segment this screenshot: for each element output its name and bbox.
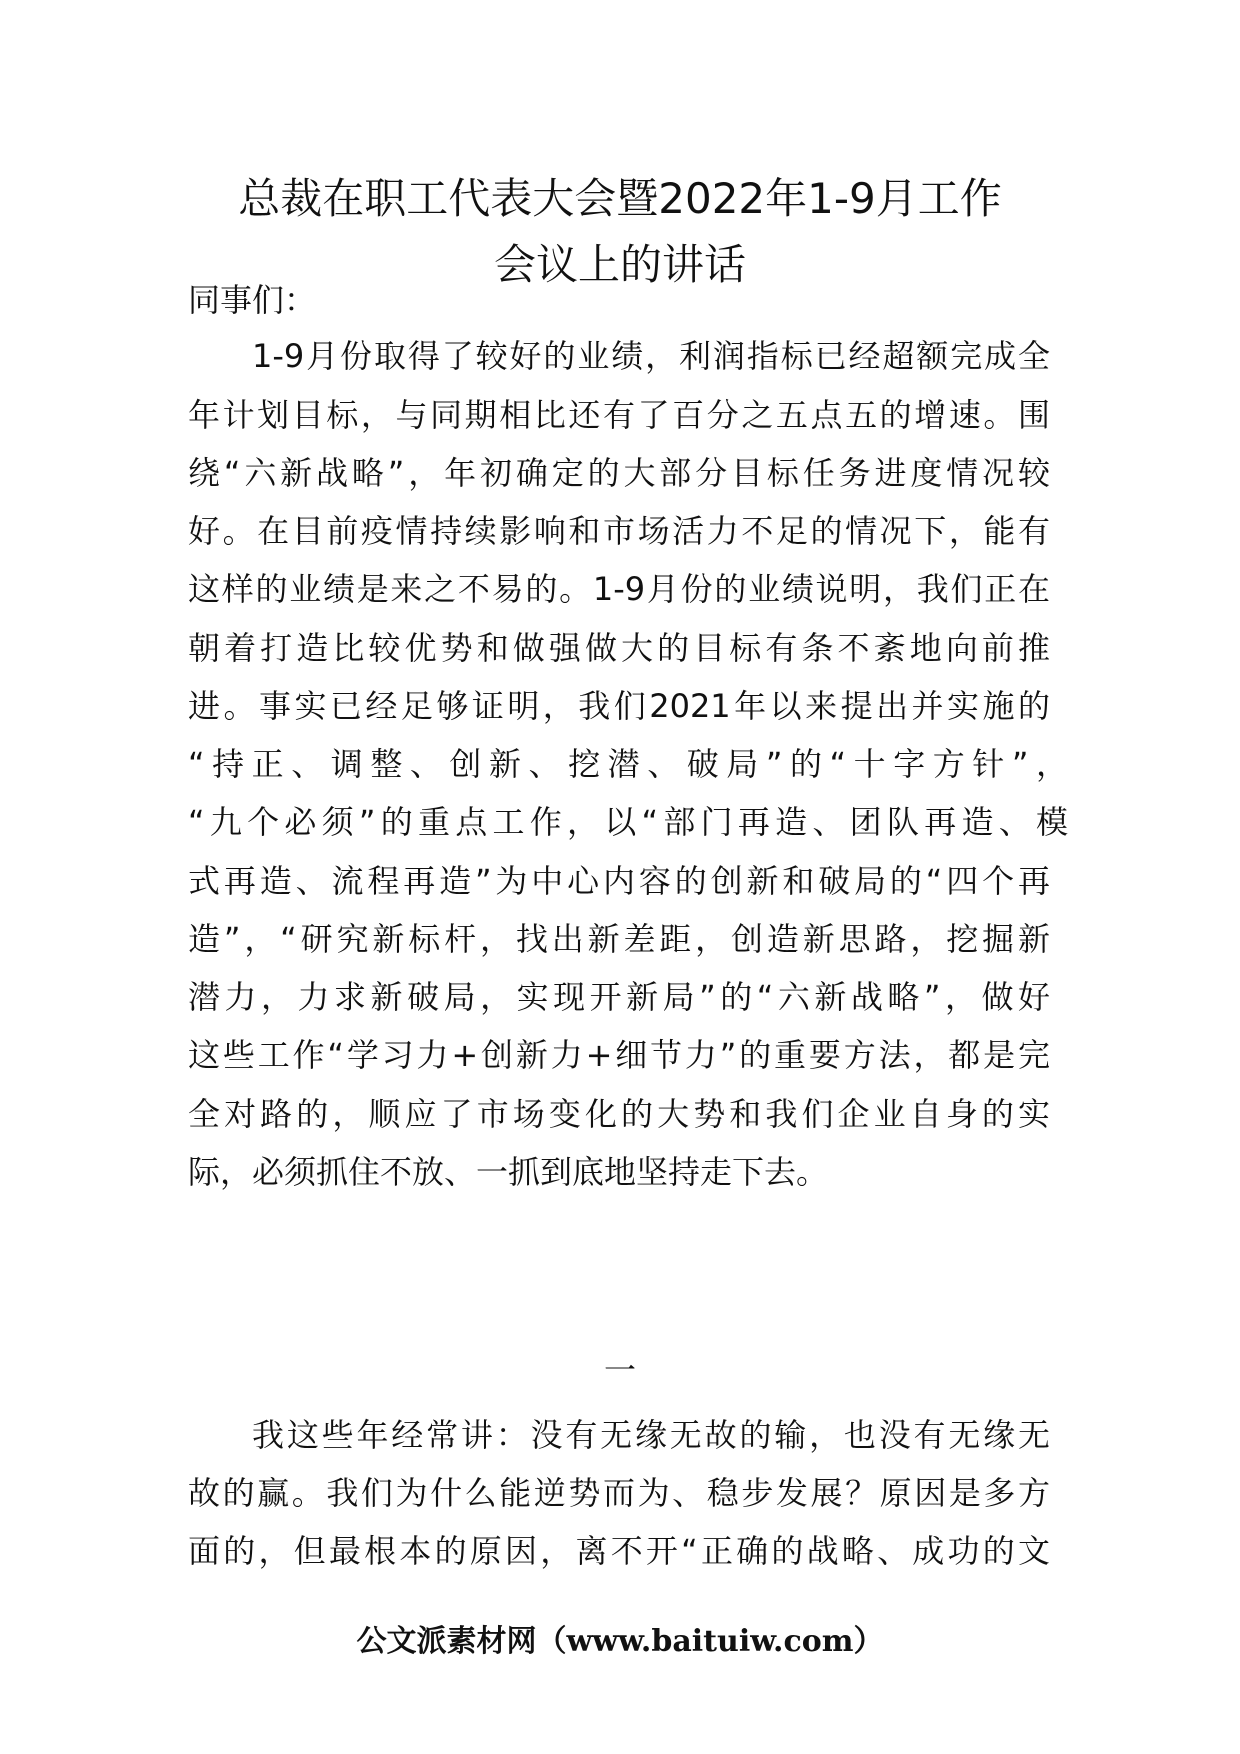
- paragraph-1-line: 际，必须抓住不放、一抓到底地坚持走下去。: [188, 1153, 829, 1191]
- salutation: 同事们：: [188, 281, 317, 319]
- document-title-line-1: 总裁在职工代表大会暨2022年1-9月工作: [238, 174, 1002, 223]
- document-title-line-2: 会议上的讲话: [493, 240, 746, 289]
- paragraph-1-line: 这样的业绩是来之不易的。1-9月份的业绩说明，我们正在: [188, 570, 1050, 608]
- paragraph-2-line: 我这些年经常讲：没有无缘无故的输，也没有无缘无: [252, 1416, 1050, 1454]
- paragraph-1-line: 好。在目前疫情持续影响和市场活力不足的情况下，能有: [188, 512, 1050, 550]
- paragraph-1-line: “持正、调整、创新、挖潜、破局”的“十字方针”，: [188, 745, 1068, 783]
- paragraph-1-line: 造”，“研究新标杆，找出新差距，创造新思路，挖掘新: [188, 920, 1050, 958]
- paragraph-2-line: 面的，但最根本的原因，离不开“正确的战略、成功的文: [188, 1532, 1050, 1570]
- paragraph-1-line: 这些工作“学习力+创新力+细节力”的重要方法，都是完: [188, 1036, 1050, 1074]
- section-separator: 一: [603, 1351, 636, 1389]
- paragraph-1-line: 全对路的，顺应了市场变化的大势和我们企业自身的实: [188, 1095, 1050, 1133]
- paragraph-1-line: 1-9月份取得了较好的业绩，利润指标已经超额完成全: [252, 337, 1050, 375]
- paragraph-1-line: 绕“六新战略”，年初确定的大部分目标任务进度情况较: [188, 454, 1050, 492]
- paragraph-2-line: 故的赢。我们为什么能逆势而为、稳步发展？原因是多方: [188, 1474, 1050, 1512]
- paragraph-1-line: 进。事实已经足够证明，我们2021年以来提出并实施的: [188, 687, 1050, 725]
- paragraph-1-line: “九个必须”的重点工作，以“部门再造、团队再造、模: [188, 803, 1068, 841]
- paragraph-1-line: 潜力，力求新破局，实现开新局”的“六新战略”，做好: [188, 978, 1050, 1016]
- footer-watermark: 公文派素材网（www.baituiw.com）: [356, 1624, 884, 1659]
- paragraph-1-line: 年计划目标，与同期相比还有了百分之五点五的增速。围: [188, 396, 1050, 434]
- paragraph-1-line: 式再造、流程再造”为中心内容的创新和破局的“四个再: [188, 862, 1050, 900]
- paragraph-1-line: 朝着打造比较优势和做强做大的目标有条不紊地向前推: [188, 629, 1050, 667]
